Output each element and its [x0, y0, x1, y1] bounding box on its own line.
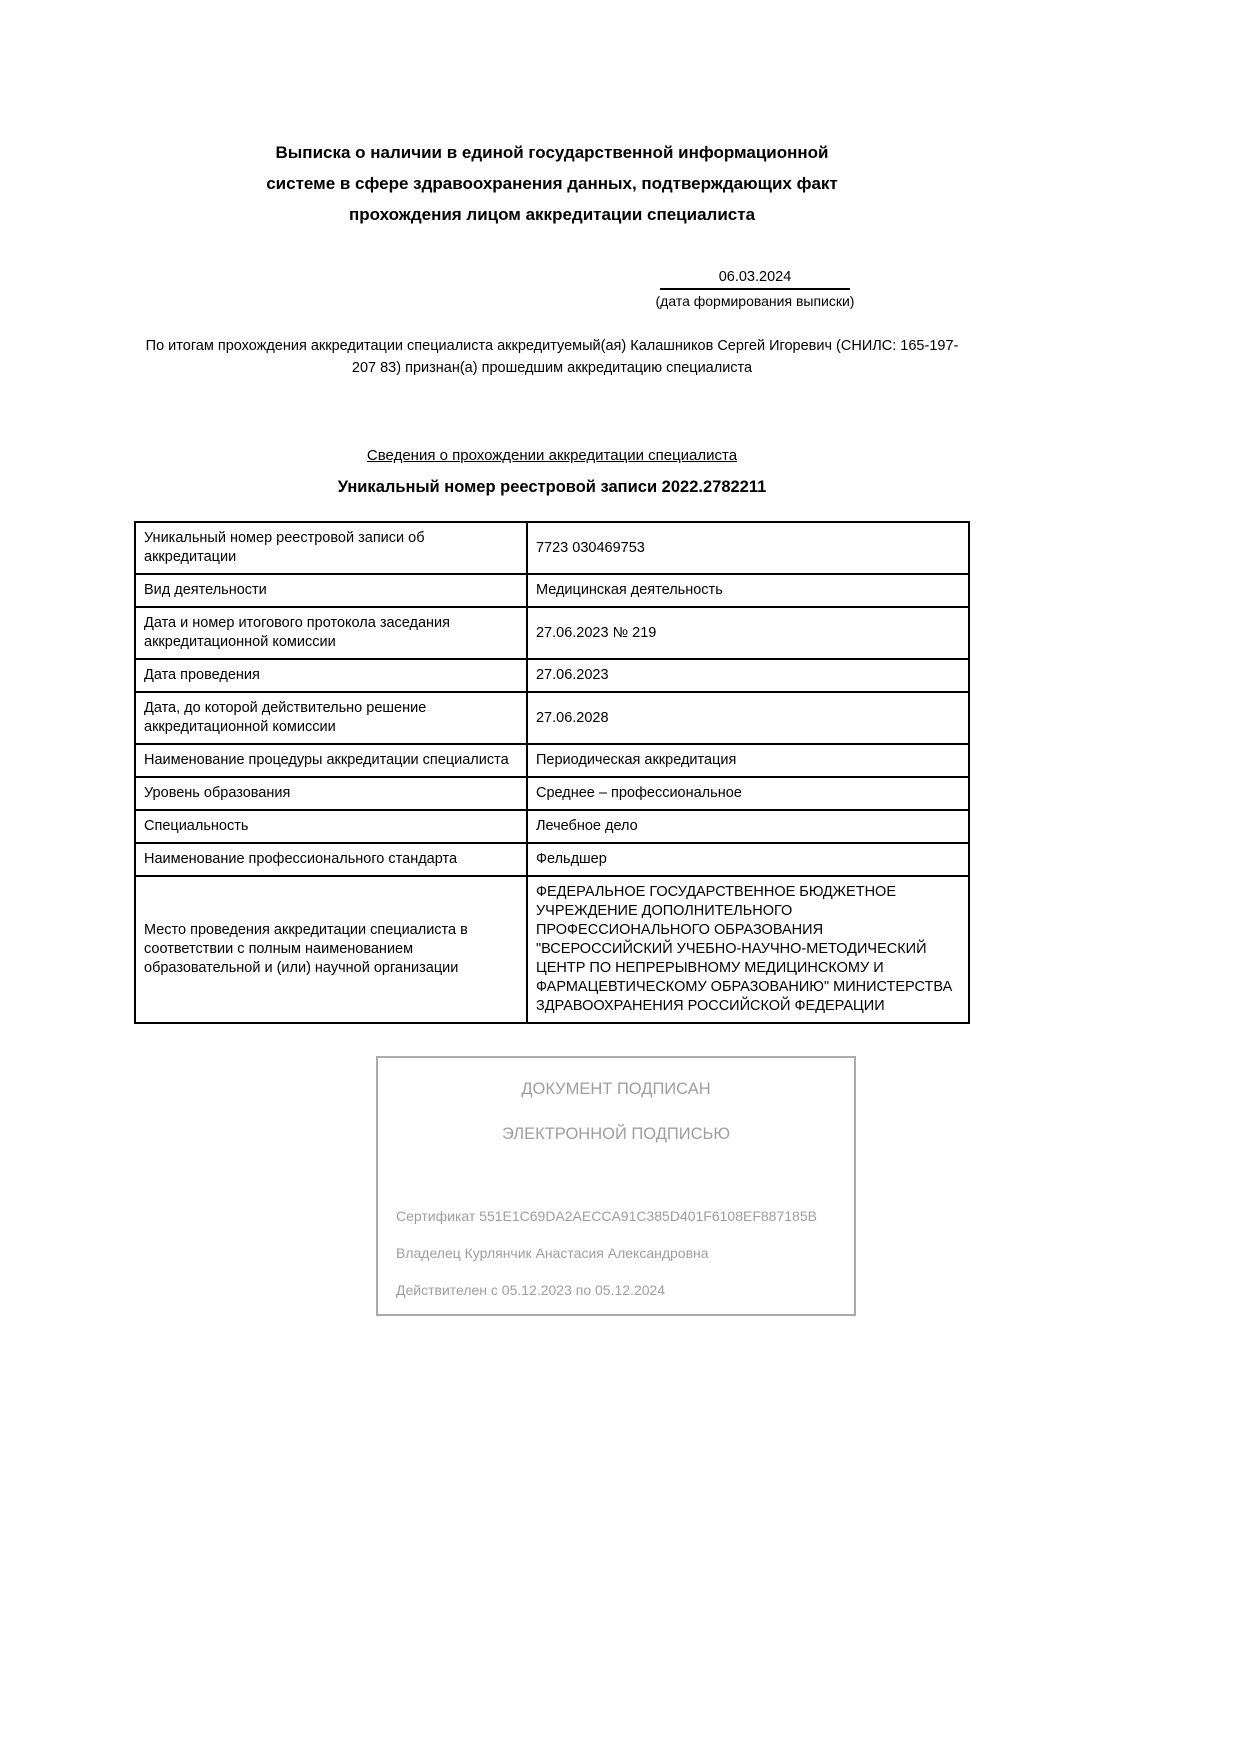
table-row — [135, 574, 969, 607]
row-value: Периодическая аккредитация — [527, 744, 969, 777]
table-row — [135, 607, 969, 659]
accreditation-table — [134, 521, 970, 1024]
document-title-line-1: Выписка о наличии в единой государственной информационной — [275, 143, 829, 162]
row-label: Дата, до которой действительно решение аккредитационной комиссии — [135, 692, 527, 744]
row-value: Лечебное дело — [527, 810, 969, 843]
signature-title-line-1: ДОКУМЕНТ ПОДПИСАН — [521, 1080, 711, 1098]
owner-line: Владелец Курлянчик Анастасия Александровна — [396, 1245, 709, 1261]
table-row — [135, 744, 969, 777]
row-value: Медицинская деятельность — [527, 574, 969, 607]
row-value: Среднее – профессиональное — [527, 777, 969, 810]
record-number-heading: Уникальный номер реестровой записи 2022.2782211 — [337, 478, 767, 496]
certificate-line: Сертификат 551E1C69DA2AECCA91C385D401F6108EF887185B — [396, 1208, 817, 1224]
row-label: Наименование процедуры аккредитации специалиста — [135, 744, 527, 777]
issue-date: 06.03.2024 — [660, 269, 850, 290]
row-label: Наименование профессионального стандарта — [135, 843, 527, 876]
intro-paragraph: По итогам прохождения аккредитации специалиста аккредитуемый(ая) Калашников Сергей Игоревич (СНИЛС: 165-197-207 83) признан(а) прошедшим аккредитацию специалиста — [145, 338, 959, 376]
table-row — [135, 876, 969, 1023]
validity-line: Действителен с 05.12.2023 по 05.12.2024 — [396, 1282, 666, 1298]
row-value: 27.06.2028 — [527, 692, 969, 744]
table-row — [135, 843, 969, 876]
row-label: Уникальный номер реестровой записи об аккредитации — [135, 522, 527, 574]
table-row — [135, 692, 969, 744]
row-label: Уровень образования — [135, 777, 527, 810]
document-title-line-3: прохождения лицом аккредитации специалиста — [348, 205, 756, 224]
row-label: Место проведения аккредитации специалиста в соответствии с полным наименованием образовательной и (или) научной организации — [135, 876, 527, 1023]
section-heading: Сведения о прохождении аккредитации специалиста — [366, 447, 738, 464]
row-value: ФЕДЕРАЛЬНОЕ ГОСУДАРСТВЕННОЕ БЮДЖЕТНОЕ УЧРЕЖДЕНИЕ ДОПОЛНИТЕЛЬНОГО ПРОФЕССИОНАЛЬНОГО ОБРАЗОВАНИЯ "ВСЕРОССИЙСКИЙ УЧЕБНО-НАУЧНО-МЕТОДИЧЕСКИЙ ЦЕНТР ПО НЕПРЕРЫВНОМУ МЕДИЦИНСКОМУ И ФАРМАЦЕВТИЧЕСКОМУ ОБРАЗОВАНИЮ" МИНИСТЕРСТВА ЗДРАВООХРАНЕНИЯ РОССИЙСКОЙ ФЕДЕРАЦИИ — [527, 876, 969, 1023]
signature-title-line-2: ЭЛЕКТРОННОЙ ПОДПИСЬЮ — [501, 1125, 731, 1143]
row-value: Фельдшер — [527, 843, 969, 876]
document-title-line-2: системе в сфере здравоохранения данных, подтверждающих факт — [266, 174, 838, 193]
row-value: 27.06.2023 — [527, 659, 969, 692]
issue-date-caption: (дата формирования выписки) — [655, 293, 855, 309]
row-label: Вид деятельности — [135, 574, 527, 607]
row-label: Дата и номер итогового протокола заседания аккредитационной комиссии — [135, 607, 527, 659]
row-label: Специальность — [135, 810, 527, 843]
row-value: 7723 030469753 — [527, 522, 969, 574]
table-row — [135, 659, 969, 692]
document-content — [134, 137, 970, 1316]
table-row — [135, 810, 969, 843]
document-title — [134, 137, 970, 230]
signature-box — [376, 1056, 856, 1316]
row-value: 27.06.2023 № 219 — [527, 607, 969, 659]
issue-date-block — [651, 268, 859, 309]
table-row — [135, 522, 969, 574]
row-label: Дата проведения — [135, 659, 527, 692]
table-row — [135, 777, 969, 810]
